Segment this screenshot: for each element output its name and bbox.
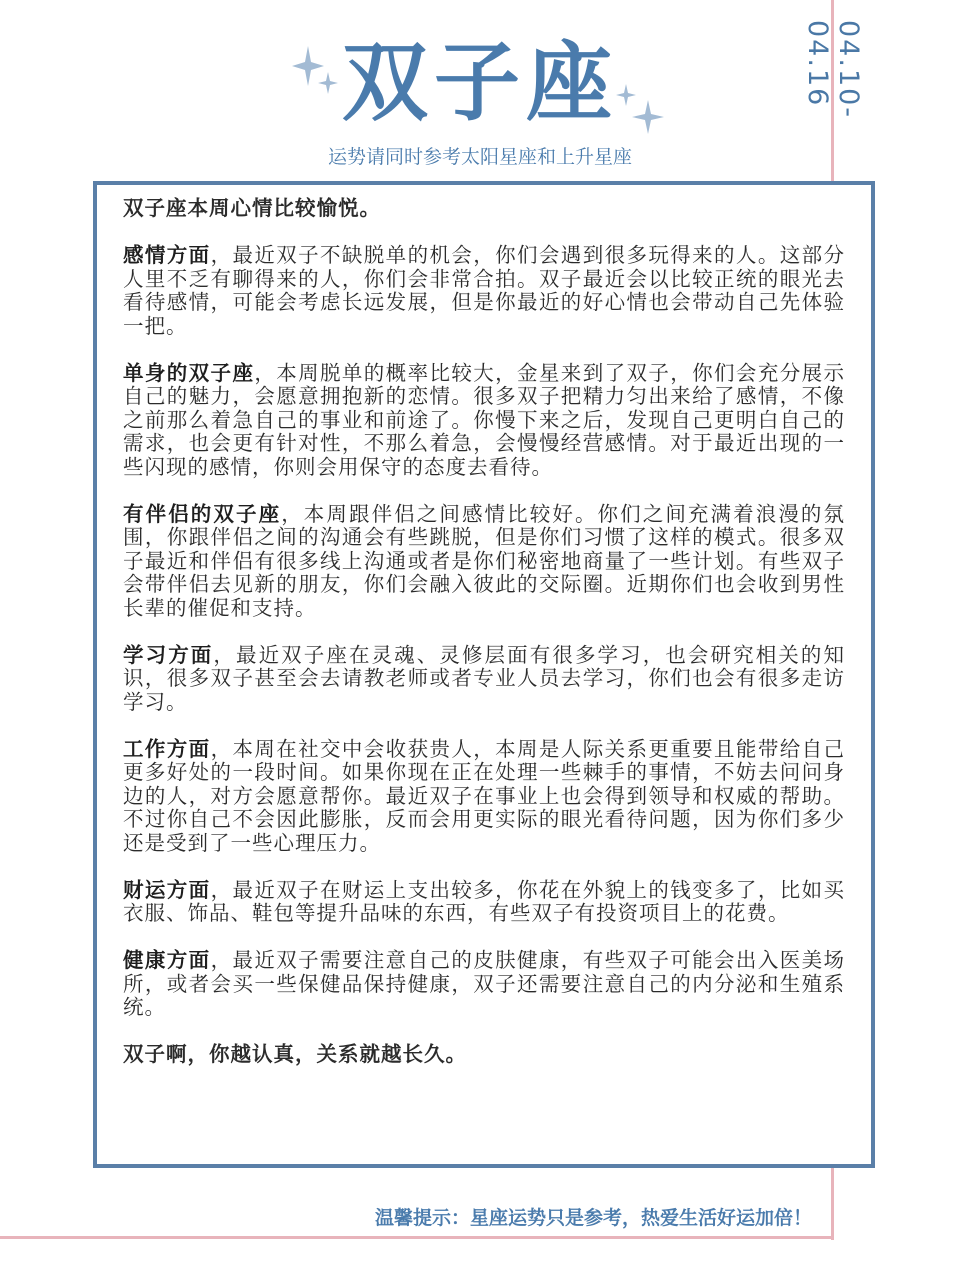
section-wealth [123, 879, 845, 926]
section-heading: 工作方面 [123, 736, 211, 761]
section-study [123, 644, 845, 715]
footer-tip: 温馨提示：星座运势只是参考，热爱生活好运加倍！ [374, 1207, 812, 1229]
section-partnered [123, 503, 845, 621]
section-heading: 有伴侣的双子座 [123, 501, 282, 526]
pink-horizontal-line [0, 1236, 834, 1239]
section-heading: 单身的双子座 [123, 360, 255, 385]
section-text: ，最近双子需要注意自己的皮肤健康，有些双子可能会出入医美场所，或者会买一些保健品保持健康，双子还需要注意自己的内分泌和生殖系统。 [123, 948, 845, 1019]
section-heading: 健康方面 [123, 948, 211, 972]
section-heading: 财运方面 [123, 877, 211, 902]
section-work [123, 738, 845, 856]
page-title: 双子座 [342, 33, 618, 133]
closing-line: 双子啊，你越认真，关系就越长久。 [123, 1042, 467, 1066]
section-text: ，本周在社交中会收获贵人，本周是人际关系更重要且能带给自己更多好处的一段时间。如果你现在正在处理一些棘手的事情，不妨去问问身边的人，对方会愿意帮你。最近双子在事业上也会得到领导和权威的帮助。不过你自己不会因此膨胀，反而会用更实际的眼光看待问题，因为你们多少还是受到了一些心理压力。 [123, 736, 845, 855]
section-single [123, 362, 845, 480]
date-range: 04.10-04.16 [802, 20, 864, 120]
section-text: ，最近双子在财运上支出较多，你花在外貌上的钱变多了，比如买衣服、饰品、鞋包等提升品味的东西，有些双子有投资项目上的花费。 [123, 877, 845, 925]
section-text: ，最近双子不缺脱单的机会，你们会遇到很多玩得来的人。这部分人里不乏有聊得来的人，你们会非常合拍。双子最近会以比较正统的眼光去看待感情，可能会考虑长远发展，但是你最近的好心情也会带动自己先体验一把。 [123, 243, 845, 338]
section-health [123, 949, 845, 1020]
intro-line: 双子座本周心情比较愉悦。 [123, 196, 381, 220]
section-heading: 感情方面 [123, 243, 211, 267]
section-text: ，本周脱单的概率比较大，金星来到了双子，你们会充分展示自己的魅力，会愿意拥抱新的恋情。很多双子把精力匀出来给了感情，不像之前那么着急自己的事业和前途了。你慢下来之后，发现自己更明白自己的需求，也会更有针对性，不那么着急，会慢慢经营感情。对于最近出现的一些闪现的感情，你则会用保守的态度去看待。 [123, 360, 845, 479]
content-body [123, 197, 845, 1090]
section-love [123, 244, 845, 338]
subtitle: 运势请同时参考太阳星座和上升星座 [327, 146, 632, 168]
section-heading: 学习方面 [123, 642, 214, 667]
section-text: ，本周跟伴侣之间感情比较好。你们之间充满着浪漫的氛围，你跟伴侣之间的沟通会有些跳脱，但是你们习惯了这样的模式。很多双子最近和伴侣有很多线上沟通或者是你们秘密地商量了一些计划。有些双子会带伴侣去见新的朋友，你们会融入彼此的交际圈。近期你们也会收到男性长辈的催促和支持。 [123, 501, 846, 620]
section-text: ，最近双子座在灵魂、灵修层面有很多学习，也会研究相关的知识，很多双子甚至会去请教老师或者专业人员去学习，你们也会有很多走访学习。 [123, 642, 846, 714]
content-panel [93, 181, 875, 1168]
